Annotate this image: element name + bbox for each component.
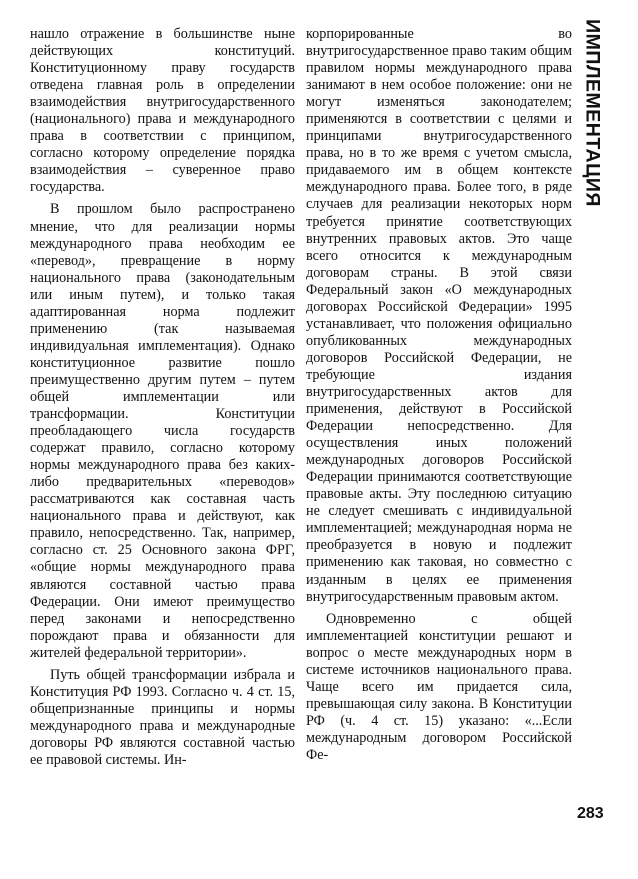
right-column [306, 26, 572, 764]
paragraph: Путь общей трансформации избрала и Конституция РФ 1993. Согласно ч. 4 ст. 15, общепризнанные принципы и нормы международного права и международные договоры РФ являются составной частью ее правовой системы. Ин- [30, 666, 295, 768]
page-number: 283 [577, 805, 604, 822]
running-head-text: ИМПЛЕМЕНТАЦИЯ [581, 19, 604, 207]
paragraph: В прошлом было распространено мнение, что для реализации нормы международного права необходим ее «перевод», превращение в норму национального права (законодательным или иным путем), и только такая адаптированная норма подлежит применению (так называемая индивидуальная имплементация). Однако конституционное развитие пошло преимущественно другим путем – путем общей имплементации или трансформации. Конституции преобладающего числа государств содержат правило, согласно которому нормы международного права без каких-либо предварительных «переводов» рассматриваются как составная часть национального права и действуют, как правило, непосредственно. Так, например, согласно ст. 25 Основного закона ФРГ, «общие нормы международного права являются составной частью права Федерации. Они имеют преимущество перед законами и непосредственно порождают права и обязанности для жителей федеральной территории». [30, 201, 295, 661]
running-head [580, 18, 604, 208]
paragraph: Одновременно с общей имплементацией конституции решают и вопрос о месте международных норм в системе источников национального права. Чаще всего им придается сила, превышающая силу закона. В Конституции РФ (ч. 4 ст. 15) указано: «...Если международным договором Российской Фе- [306, 610, 572, 763]
paragraph: корпорированные во внутригосударственное право таким общим правилом нормы международного права занимают в нем особое положение: они не могут изменяться законодателем; применяются в соответствии с целями и принципами внутригосударственного права, но в то же время с учетом смысла, придаваемого им в общем контексте международного права. Более того, в ряде случаев для реализации некоторых норм требуется принятие соответствующих внутренних правовых актов. Это чаще всего относится к международным договорам страны. В этой связи Федеральный закон «О международных договорах Российской Федерации» 1995 устанавливает, что положения официально опубликованных международных договоров Российской Федерации, не требующие издания внутригосударственных актов для применения, действуют в Российской Федерации непосредственно. Для осуществления иных положений международных договоров Российской Федерации принимаются соответствующие правовые акты. Эту последнюю ситуацию не следует смешивать с индивидуальной имплементацией; международная норма не преобразуется в новую и подлежит применению как таковая, но совместно с изданным в целях ее применения внутригосударственным правовым актом. [306, 26, 572, 605]
left-column [30, 26, 295, 769]
paragraph: нашло отражение в большинстве ныне действующих конституций. Конституционному праву государств отведена главная роль в определении взаимодействия внутригосударственного (национального) права и международного права в соответствии с принципом, согласно которому определение порядка взаимодействия – суверенное право государства. [30, 26, 295, 196]
